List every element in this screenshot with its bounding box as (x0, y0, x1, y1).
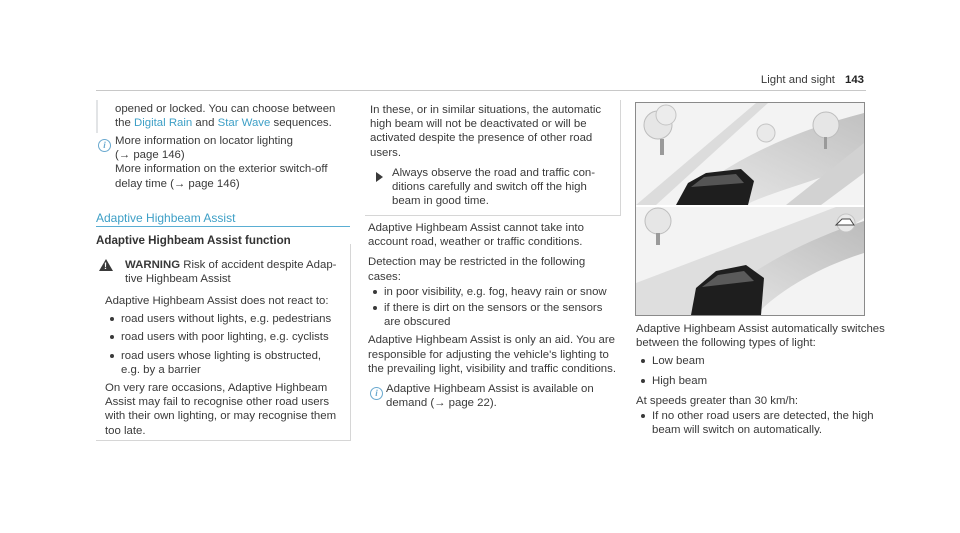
digital-rain-link[interactable]: Digital Rain (134, 117, 193, 130)
paragraph-line: Detection may be restricted in the following (368, 256, 586, 269)
warning-list (105, 312, 345, 377)
warning-triangle-icon: ! (99, 259, 113, 271)
continuation-sidebar (96, 100, 98, 133)
info-icon: i (98, 135, 111, 153)
info-note-locator (115, 134, 350, 191)
continuation-text (115, 102, 350, 130)
warning-closing (105, 381, 345, 438)
note-text (370, 103, 618, 160)
note-line: In these, or in similar situations, the automatic (370, 104, 602, 116)
list-item (368, 301, 623, 329)
list-item: in poor visibility, e.g. fog, heavy rain or snow (368, 285, 623, 299)
paragraph-line: Adaptive Highbeam Assist cannot take into (368, 222, 584, 234)
play-arrow-icon (376, 169, 383, 187)
list-item: road users with poor lighting, e.g. cyclists (105, 330, 345, 344)
note-line: users. (370, 146, 402, 159)
header-rule (96, 90, 866, 91)
paragraph-line: At speeds greater than 30 km/h: (636, 394, 799, 407)
list-item-text: If no other road users are detected, the high (652, 410, 874, 423)
list-item (105, 349, 345, 377)
top-panel (636, 103, 864, 205)
list-item-text: if there is dirt on the sensors or the sensors (384, 302, 603, 315)
bottom-panel (636, 207, 864, 315)
column2-body (368, 221, 623, 376)
page-ref-link[interactable]: (→ page 146) (115, 149, 185, 162)
warning-line: On very rare occasions, Adaptive Highbeam (105, 382, 328, 395)
info-note-availability (386, 382, 621, 410)
warning-label: WARNING (125, 259, 181, 271)
warning-body (105, 294, 345, 438)
paragraph-line: account road, weather or traffic conditions. (368, 236, 583, 249)
info-line: More information on locator lighting (115, 135, 293, 147)
page-header (761, 74, 864, 86)
paragraph-line: Adaptive Highbeam Assist automatically switches (636, 323, 885, 335)
continuation-line-1: opened or locked. You can choose between (115, 103, 336, 115)
info-line: Adaptive Highbeam Assist is available on (386, 383, 594, 395)
speed-condition-list (636, 409, 886, 437)
info-icon: i (370, 383, 383, 401)
continuation-line-2 (115, 116, 350, 130)
page-number: 143 (844, 74, 864, 86)
warning-line: with their own lighting, or may recognise them (105, 410, 337, 423)
list-item-text: road users whose lighting is obstructed, (121, 349, 322, 362)
info-line: More information on the exterior switch-off (115, 163, 328, 176)
restriction-list (368, 285, 623, 330)
warning-text: tive Highbeam Assist (125, 273, 231, 286)
column3-body (636, 322, 886, 437)
warning-line: too late. (105, 424, 146, 437)
list-item: road users without lights, e.g. pedestrians (105, 312, 345, 326)
text-fragment: sequences. (270, 117, 332, 130)
paragraph-line: Adaptive Highbeam Assist is only an aid. You are (368, 334, 615, 347)
illustration-svg (636, 103, 864, 315)
note-line: high beam will not be deactivated or will be (370, 118, 587, 131)
warning-header (125, 258, 345, 286)
section-title: Adaptive Highbeam Assist (96, 211, 236, 225)
list-item-text: beam will switch on automatically. (652, 424, 823, 437)
warning-intro: Adaptive Highbeam Assist does not react to: (105, 295, 329, 307)
list-item-text: are obscured (384, 316, 451, 329)
paragraph-line: responsible for adjusting the vehicle's lighting to (368, 348, 609, 361)
text-fragment: the (115, 117, 134, 130)
light-types-list (636, 354, 886, 387)
paragraph-line: cases: (368, 270, 401, 283)
list-item (636, 409, 886, 437)
page-ref-link[interactable]: delay time (→ page 146) (115, 177, 240, 190)
warning-line: Assist may fail to recognise other road users (105, 396, 330, 409)
warning-text: Risk of accident despite Adap- (180, 259, 337, 271)
note-line: activated despite the presence of other road (370, 132, 593, 145)
star-wave-link[interactable]: Star Wave (217, 117, 271, 130)
note-action (392, 166, 617, 209)
paragraph-line: between the following types of light: (636, 337, 816, 350)
highbeam-illustration (635, 102, 865, 316)
list-item: High beam (636, 374, 886, 388)
list-item: Low beam (636, 354, 886, 368)
header-section-title: Light and sight (760, 74, 835, 86)
text-fragment: and (192, 117, 218, 130)
section-rule (96, 226, 350, 227)
paragraph-line: the prevailing light, visibility and traffic conditions. (368, 362, 616, 375)
page-ref-link[interactable]: demand (→ page 22). (386, 397, 497, 410)
action-line: beam in good time. (392, 195, 489, 208)
subsection-title: Adaptive Highbeam Assist function (96, 234, 291, 247)
action-line: Always observe the road and traffic con- (392, 167, 596, 179)
action-line: ditions carefully and switch off the high (392, 181, 587, 194)
list-item-text: e.g. by a barrier (121, 363, 201, 376)
